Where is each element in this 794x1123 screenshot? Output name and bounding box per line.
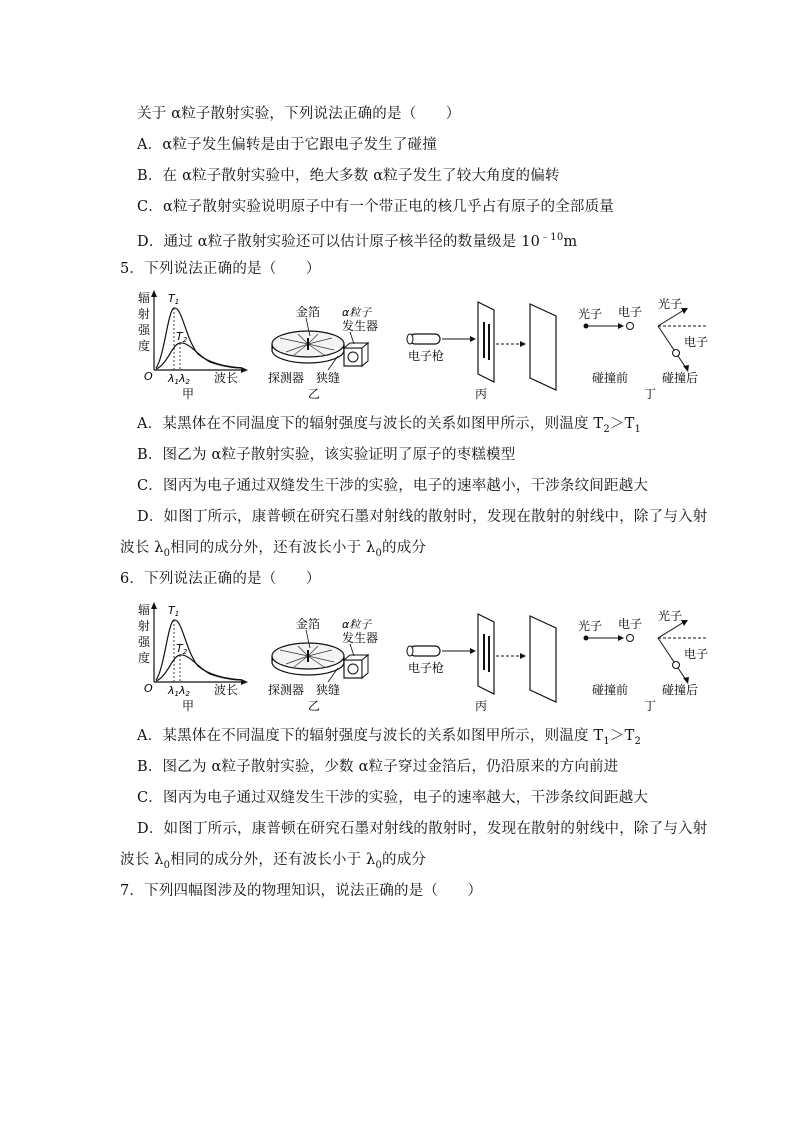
ylabel-char: 强 [138, 635, 151, 649]
figure-bing-double-slit [407, 302, 556, 401]
label-photon: 光子 [578, 619, 603, 633]
caption-bing: 丙 [475, 387, 488, 401]
recoil-electron [673, 662, 680, 669]
caption-jia: 甲 [182, 387, 195, 401]
label-electron: 电子 [618, 617, 643, 631]
q5-option-d: D．如图丁所示，康普顿在研究石墨对射线的散射时，发现在散射的射线中，除了与入射 [137, 509, 708, 525]
figure-jia-blackbody-graph [138, 602, 248, 713]
curve-t2 [156, 343, 242, 369]
electron-path [658, 638, 674, 662]
label-foil: 金箔 [296, 305, 321, 319]
dashed-arrow [520, 341, 526, 347]
q4-option-b: B．在 α粒子散射实验中，绝大多数 α粒子发生了较大角度的偏转 [137, 168, 560, 184]
caption-ding: 丁 [644, 387, 657, 401]
q6-option-b: B．图乙为 α粒子散射实验，少数 α粒子穿过金箔后，仍沿原来的方向前进 [137, 759, 619, 775]
photon-arrow [618, 635, 624, 641]
figure-ding-compton [578, 296, 708, 401]
label-lambda2: λ2 [179, 684, 190, 698]
q6-figure-row [128, 600, 728, 715]
ylabel-char: 射 [138, 307, 151, 321]
q6-option-c: C．图丙为电子通过双缝发生干涉的实验，电子的速率越大，干涉条纹间距越大 [137, 790, 649, 806]
alpha-source-box [344, 660, 362, 678]
label-t1: T1 [168, 604, 180, 618]
electron-circle [627, 635, 634, 642]
label-before: 碰撞前 [592, 683, 629, 697]
y-axis-arrow [151, 602, 157, 609]
curve-t2 [156, 655, 242, 681]
q5-stem: 5．下列说法正确的是（ ） [120, 261, 321, 277]
label-photon-after: 光子 [658, 297, 683, 311]
label-t2: T2 [176, 642, 188, 656]
figure-yi-alpha-scattering [268, 616, 378, 713]
dashed-arrow [520, 653, 526, 659]
ylabel-char: 强 [138, 323, 151, 337]
x-axis-arrow [241, 679, 248, 685]
label-detector: 探测器 [268, 683, 305, 697]
double-slit-plate [478, 614, 494, 694]
x-axis-arrow [241, 367, 248, 373]
electron-gun [410, 334, 440, 344]
label-t1: T1 [168, 292, 180, 306]
label-after: 碰撞后 [662, 683, 699, 697]
label-detector: 探测器 [268, 371, 305, 385]
label-photon: 光子 [578, 307, 603, 321]
electron-gun [410, 646, 440, 656]
q4-option-d: D．通过 α粒子散射实验还可以估计原子核半径的数量级是 $10^{﹣10}m$ [137, 232, 578, 250]
figure-jia-blackbody-graph [138, 290, 248, 401]
curve-t1 [156, 308, 242, 368]
scattered-photon-path [658, 310, 684, 326]
photon-dot [584, 636, 589, 641]
label-source-b: 发生器 [342, 631, 379, 645]
q4-option-c: C．α粒子散射实验说明原子中有一个带正电的核几乎占有原子的全部质量 [137, 199, 614, 215]
ylabel-char: 射 [138, 619, 151, 633]
caption-yi: 乙 [308, 387, 321, 401]
label-source-a: α粒子 [342, 306, 372, 319]
q4-stem: 关于 α粒子散射实验，下列说法正确的是（ ） [137, 106, 461, 122]
label-photon-after: 光子 [658, 609, 683, 623]
q7-stem: 7．下列四幅图涉及的物理知识，说法正确的是（ ） [120, 883, 483, 899]
q5-figure-row [128, 288, 728, 403]
label-slit: 狭缝 [316, 371, 341, 385]
label-source-b: 发生器 [342, 319, 379, 333]
q5-option-a: A．某黑体在不同温度下的辐射强度与波长的关系如图甲所示，则温度 $T_2>T_1$ [137, 416, 642, 435]
photon-arrow [618, 323, 624, 329]
alpha-source-box [344, 348, 362, 366]
ylabel-char: 辐 [138, 291, 151, 305]
origin-label: O [144, 682, 153, 695]
y-axis-arrow [151, 290, 157, 297]
label-gun: 电子枪 [408, 661, 445, 675]
gun-end [407, 334, 413, 344]
caption-jia: 甲 [182, 699, 195, 713]
double-slit-plate [478, 302, 494, 382]
figure-yi-alpha-scattering [268, 304, 378, 401]
label-lambda1: λ1 [168, 684, 179, 698]
xlabel: 波长 [214, 683, 239, 697]
q6-option-a: A．某黑体在不同温度下的辐射强度与波长的关系如图甲所示，则温度 $T_1>T_2$ [137, 728, 642, 747]
q5-option-c: C．图丙为电子通过双缝发生干涉的实验，电子的速率越小，干涉条纹间距越大 [137, 478, 649, 494]
gun-end [407, 646, 413, 656]
origin-label: O [144, 370, 153, 383]
electron-path [658, 326, 674, 350]
ylabel-char: 度 [138, 339, 151, 353]
recoil-electron [673, 350, 680, 357]
photon-dot [584, 324, 589, 329]
beam-arrow [470, 336, 476, 342]
leader-source [350, 332, 354, 344]
screen [530, 304, 556, 390]
q6-stem: 6．下列说法正确的是（ ） [120, 571, 321, 587]
label-gun: 电子枪 [408, 349, 445, 363]
label-electron-after: 电子 [684, 335, 709, 349]
leader-source [350, 644, 354, 656]
curve-t1 [156, 620, 242, 680]
xlabel: 波长 [214, 371, 239, 385]
q4-option-a: A．α粒子发生偏转是由于它跟电子发生了碰撞 [137, 137, 437, 153]
caption-ding: 丁 [644, 699, 657, 713]
label-t2: T2 [176, 330, 188, 344]
scattered-photon-path [658, 622, 684, 638]
q6-option-d: D．如图丁所示，康普顿在研究石墨对射线的散射时，发现在散射的射线中，除了与入射 [137, 821, 708, 837]
label-source-a: α粒子 [342, 618, 372, 631]
ylabel-char: 度 [138, 651, 151, 665]
figure-ding-compton [578, 608, 708, 713]
q6-option-d-continued: 波长 $\lambda_0$相同的成分外，还有波长小于 $\lambda_0$的成分 [120, 852, 427, 871]
label-lambda1: λ1 [168, 372, 179, 386]
label-before: 碰撞前 [592, 371, 629, 385]
q5-option-b: B．图乙为 α粒子散射实验，该实验证明了原子的枣糕模型 [137, 447, 516, 463]
label-lambda2: λ2 [179, 372, 190, 386]
label-electron: 电子 [618, 305, 643, 319]
caption-bing: 丙 [475, 699, 488, 713]
caption-yi: 乙 [308, 699, 321, 713]
electron-circle [627, 323, 634, 330]
label-electron-after: 电子 [684, 647, 709, 661]
label-slit: 狭缝 [316, 683, 341, 697]
label-after: 碰撞后 [662, 371, 699, 385]
ylabel-char: 辐 [138, 603, 151, 617]
label-foil: 金箔 [296, 617, 321, 631]
q5-option-d-continued: 波长 $\lambda_0$相同的成分外，还有波长小于 $\lambda_0$的成分 [120, 540, 427, 559]
screen [530, 616, 556, 702]
figure-bing-double-slit [407, 614, 556, 713]
beam-arrow [470, 648, 476, 654]
